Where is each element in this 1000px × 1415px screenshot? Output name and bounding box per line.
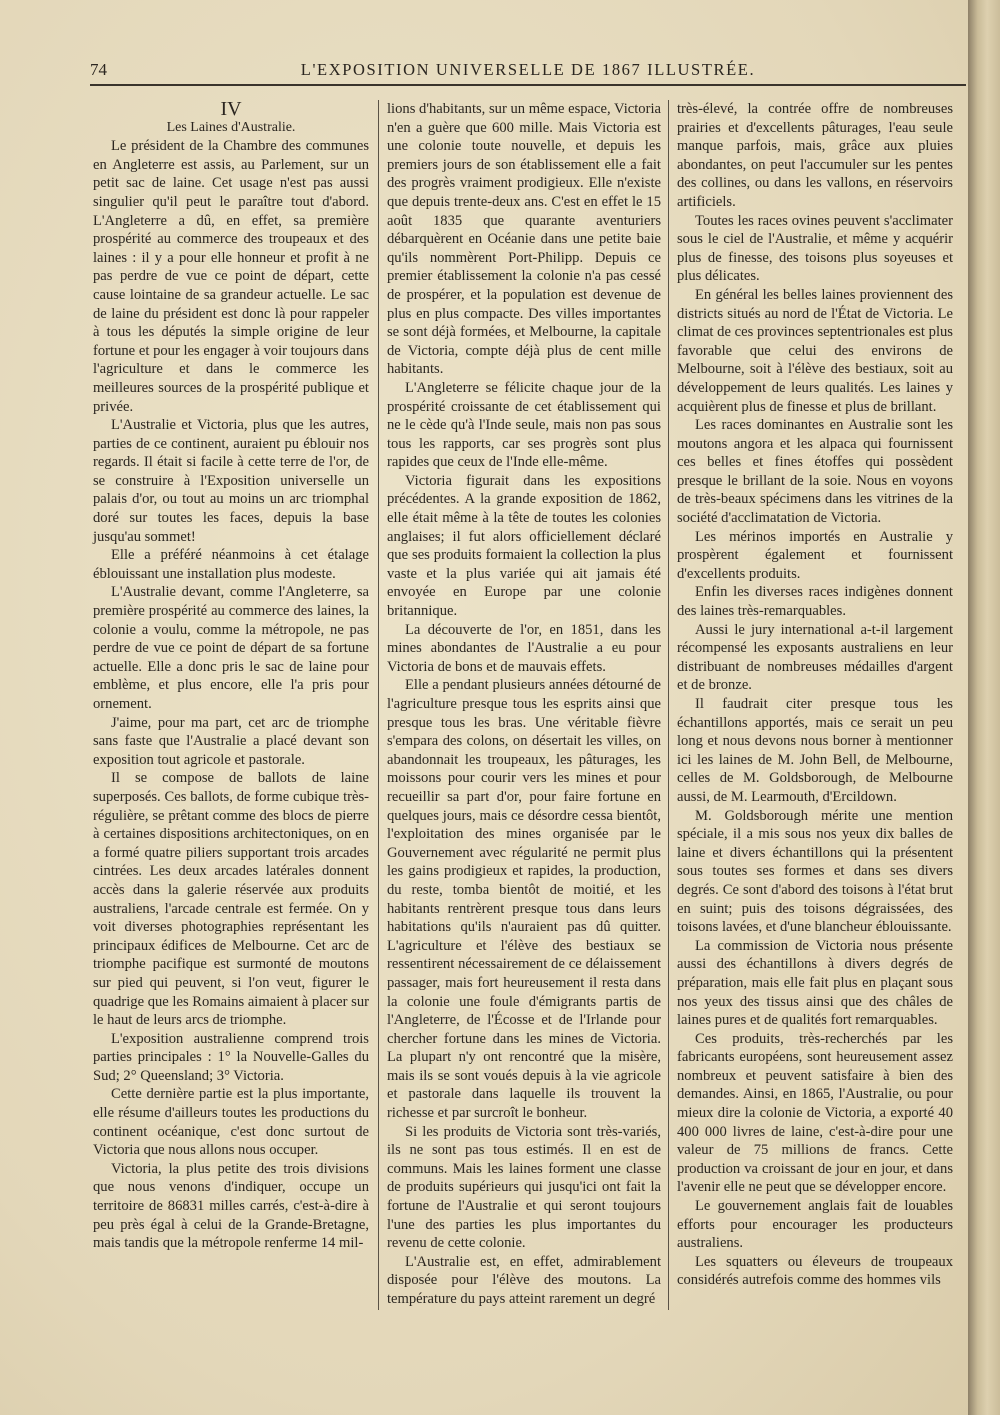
column-3 bbox=[677, 100, 953, 1290]
section-title: Les Laines d'Australie. bbox=[166, 119, 296, 135]
column-rule bbox=[668, 100, 669, 1310]
paragraph: Il se compose de ballots de laine superposés. Ces ballots, de forme cubique très-régulière, se prêtant comme des blocs de pierre à certaines dispositions architectoniques, on en a formé quatre piliers supportant trois arcades cintrées. Les deux arcades latérales donnent accès dans la galerie réservée aux produits australiens, l'arcade centrale est fermée. On y voit diverses photographies représentant les principaux édifices de Melbourne. Cet arc de triomphe pacifique est surmonté de moutons sur pied qui peuvent, si l'on veut, figurer le quadrige que les Romains aimaient à placer sur le haut de leurs arcs de triomphe. bbox=[93, 770, 369, 1029]
paragraph: Les races dominantes en Australie sont les moutons angora et les alpaca qui fournissent ces belles et fines étoffes qui possèdent presque le brillant de la soie. Nous en voyons de très-beaux spécimens dans les vitrines de la société d'acclimatation de Victoria. bbox=[677, 417, 953, 527]
paragraph: Les squatters ou éleveurs de troupeaux considérés autrefois comme des hommes vils bbox=[677, 1253, 953, 1289]
paragraph: L'Australie devant, comme l'Angleterre, sa première prospérité au commerce des laines, la colonie a voulu, comme la métropole, ne pas perdre de vue ce point de départ de sa fortune actuelle. Elle a donc pris le sac de laine pour emblème, et plus encore, elle l'a pris pour ornement. bbox=[93, 584, 369, 712]
page-edge bbox=[968, 0, 1000, 1415]
paragraph: Victoria figurait dans les expositions précédentes. A la grande exposition de 1862, elle était même à la tête de toutes les colonies anglaises; il fut alors officiellement déclaré que ses produits formaient la collection la plus vaste et la plus variée qui ait jamais été envoyée en Europe par une colonie britannique. bbox=[387, 472, 661, 620]
column-rule bbox=[378, 100, 379, 1310]
paragraph: La découverte de l'or, en 1851, dans les mines abondantes de l'Australie a eu pour Victoria de bons et de mauvais effets. bbox=[387, 621, 661, 675]
paragraph: En général les belles laines proviennent des districts situés au nord de l'État de Victoria. Le climat de ces provinces septentrionales est plus favorable que celui des environs de Melbourne, soit à l'élève des bestiaux, soit au développement de leurs qualités. Les laines y acquièrent plus de finesse et plus de brillant. bbox=[677, 286, 953, 415]
paragraph: très-élevé, la contrée offre de nombreuses prairies et d'excellents pâturages, l'eau seule manque parfois, mais, grâce aux pluies abondantes, on peut l'accumuler sur les pentes des collines, ou dans les vallons, en réservoirs artificiels. bbox=[677, 101, 953, 210]
paragraph: Enfin les diverses races indigènes donnent des laines très-remarquables. bbox=[677, 584, 953, 620]
page-number: 74 bbox=[90, 60, 107, 79]
section-number: IV bbox=[220, 98, 242, 120]
paragraph: Aussi le jury international a-t-il largement récompensé les exposants australiens en leur distribuant de nombreuses médailles d'argent et de bronze. bbox=[677, 621, 953, 694]
paragraph: M. Goldsborough mérite une mention spéciale, il a mis sous nos yeux dix balles de laine et divers échantillons qui la présentent sous toutes ses formes et dans ses divers degrés. Ce sont d'abord des toisons à l'état brut en suint; puis des toisons dégraissées, des toisons lavées, et d'une blancheur éblouissante. bbox=[677, 807, 953, 936]
page-header bbox=[90, 60, 966, 86]
running-title: L'EXPOSITION UNIVERSELLE DE 1867 ILLUSTRÉE. bbox=[300, 60, 756, 79]
paragraph: La commission de Victoria nous présente aussi des échantillons à divers degrés de préparation, mais elle fait plus en plaçant sous nos yeux des tissus ainsi que des châles de laines pures et de qualités fort remarquables. bbox=[677, 937, 953, 1029]
column-2 bbox=[387, 100, 661, 1309]
paragraph: Ces produits, très-recherchés par les fabricants européens, sont heureusement assez nombreux et peuvent satisfaire à bien des demandes. Ainsi, en 1865, l'Australie, ou pour mieux dire la colonie de Victoria, a exporté 40 400 000 livres de laine, c'est-à-dire pour une valeur de 75 millions de francs. Cette production va croissant de jour en jour, et dans l'avenir elle ne peut que se développer encore. bbox=[677, 1030, 953, 1196]
column-1 bbox=[93, 100, 369, 1253]
paragraph: L'Angleterre se félicite chaque jour de la prospérité croissante de cet établissement qui ne le cède qu'à l'Inde seule, mais non pas sous tous les rapports, car ses progrès sont plus rapides que ceux de l'Inde elle-même. bbox=[387, 379, 661, 471]
paragraph: L'Australie et Victoria, plus que les autres, parties de ce continent, auraient pu éblouir nos regards. Il était si facile à cette terre de l'or, de se construire à l'Exposition universelle un palais d'or, ou tout au moins un arc triomphal doré sur toutes les faces, depuis la base jusqu'au sommet! bbox=[93, 417, 369, 545]
paragraph: Les mérinos importés en Australie y prospèrent également et fournissent d'excellents produits. bbox=[677, 528, 953, 582]
paragraph: Elle a pendant plusieurs années détourné de l'agriculture presque tous les esprits ainsi que presque tous les bras. Une véritable fièvre s'empara des colons, on désertait les villes, on abandonnait les troupeaux, les pâturages, les moissons pour courir vers les mines et pour recueillir sa part d'or, pour faire fortune en quelques jours, mais ce désordre cessa bientôt, l'exploitation des mines organisée par le Gouvernement avec régularité ne permit plus les gains prodigieux et rapides, la production, du reste, tomba bientôt de moitié, et les habitants rentrèrent presque tous dans leurs habitations qu'ils n'auraient pas dû quitter. L'agriculture et l'élève des bestiaux se ressentirent nécessairement de ce délaissement passager, mais fort heureusement il resta dans la colonie une foule d'émigrants partis de l'Angleterre, de l'Écosse et de l'Irlande pour chercher fortune dans les mines de Victoria. La plupart n'y ont rencontré que la misère, mais ils se sont voués depuis à la vie agricole et pastorale dans laquelle ils trouvent la richesse et par surcroît le bonheur. bbox=[387, 677, 661, 1122]
paragraph: L'exposition australienne comprend trois parties principales : 1° la Nouvelle-Galles du Sud; 2° Queensland; 3° Victoria. bbox=[93, 1030, 369, 1084]
paragraph: Si les produits de Victoria sont très-variés, ils ne sont pas tous estimés. Il en est de communs. Mais les laines forment une classe de produits supérieurs qui jusqu'ici ont fait la fortune de l'Australie et qui seront toujours l'une des parties les plus importantes du revenu de cette colonie. bbox=[387, 1123, 661, 1252]
paragraph: J'aime, pour ma part, cet arc de triomphe sans faste que l'Australie a placé devant son exposition tout agricole et pastorale. bbox=[93, 714, 369, 768]
paragraph: L'Australie est, en effet, admirablement disposée pour l'élève des moutons. La température du pays atteint rarement un degré bbox=[387, 1253, 661, 1307]
paragraph: Toutes les races ovines peuvent s'acclimater sous le ciel de l'Australie, et même y acquérir plus de finesse, des toisons plus soyeuses et plus délicates. bbox=[677, 212, 953, 285]
paragraph: Il faudrait citer presque tous les échantillons apportés, mais ce serait un peu long et nous devons nous borner à mentionner ici les laines de M. John Bell, de Melbourne, celles de M. Goldsborough, de Melbourne aussi, de M. Learmouth, d'Ercildown. bbox=[677, 696, 953, 805]
paragraph: lions d'habitants, sur un même espace, Victoria n'en a guère que 600 mille. Mais Victoria est une colonie toute nouvelle, et depuis les premiers jours de son établissement elle a fait des progrès vraiment prodigieux. Elle n'existe que depuis trente-deux ans. C'est en effet le 15 août 1835 que quarante aventuriers débarquèrent en Océanie dans une petite baie qu'ils nommèrent Port-Philipp. Depuis ce premier établissement la colonie n'a pas cessé de prospérer, et la population est devenue de plus en plus compacte. Des villes importantes se sont déjà formées, et Melbourne, la capitale de Victoria, compte déjà plus de cent mille habitants. bbox=[387, 101, 661, 378]
paragraph: Cette dernière partie est la plus importante, elle résume d'ailleurs toutes les productions du continent océanique, c'est donc surtout de Victoria que nous allons nous occuper. bbox=[93, 1086, 369, 1159]
paragraph: Le gouvernement anglais fait de louables efforts pour encourager les producteurs australiens. bbox=[677, 1198, 953, 1252]
paragraph: Le président de la Chambre des communes en Angleterre est assis, au Parlement, sur un petit sac de laine. Cet usage n'est pas aussi singulier qu'il peut le paraître tout d'abord. L'Angleterre a dû, en effet, sa première prospérité au commerce des troupeaux et des laines : il y a pour elle honneur et profit à ne pas perdre de vue ce point de départ, cette cause lointaine de sa grandeur actuelle. Le sac de laine du président est donc là pour rappeler à tous les députés la simple origine de leur fortune et pour les engager à voir toujours dans l'agriculture et dans le commerce les meilleures sources de la prospérité publique et privée. bbox=[93, 138, 369, 415]
paragraph: Victoria, la plus petite des trois divisions que nous venons d'indiquer, occupe un territoire de 86831 milles carrés, c'est-à-dire à peu près égal à celui de la Grande-Bretagne, mais tandis que la métropole renferme 14 mil- bbox=[93, 1160, 369, 1252]
paragraph: Elle a préféré néanmoins à cet étalage éblouissant une installation plus modeste. bbox=[93, 547, 369, 582]
